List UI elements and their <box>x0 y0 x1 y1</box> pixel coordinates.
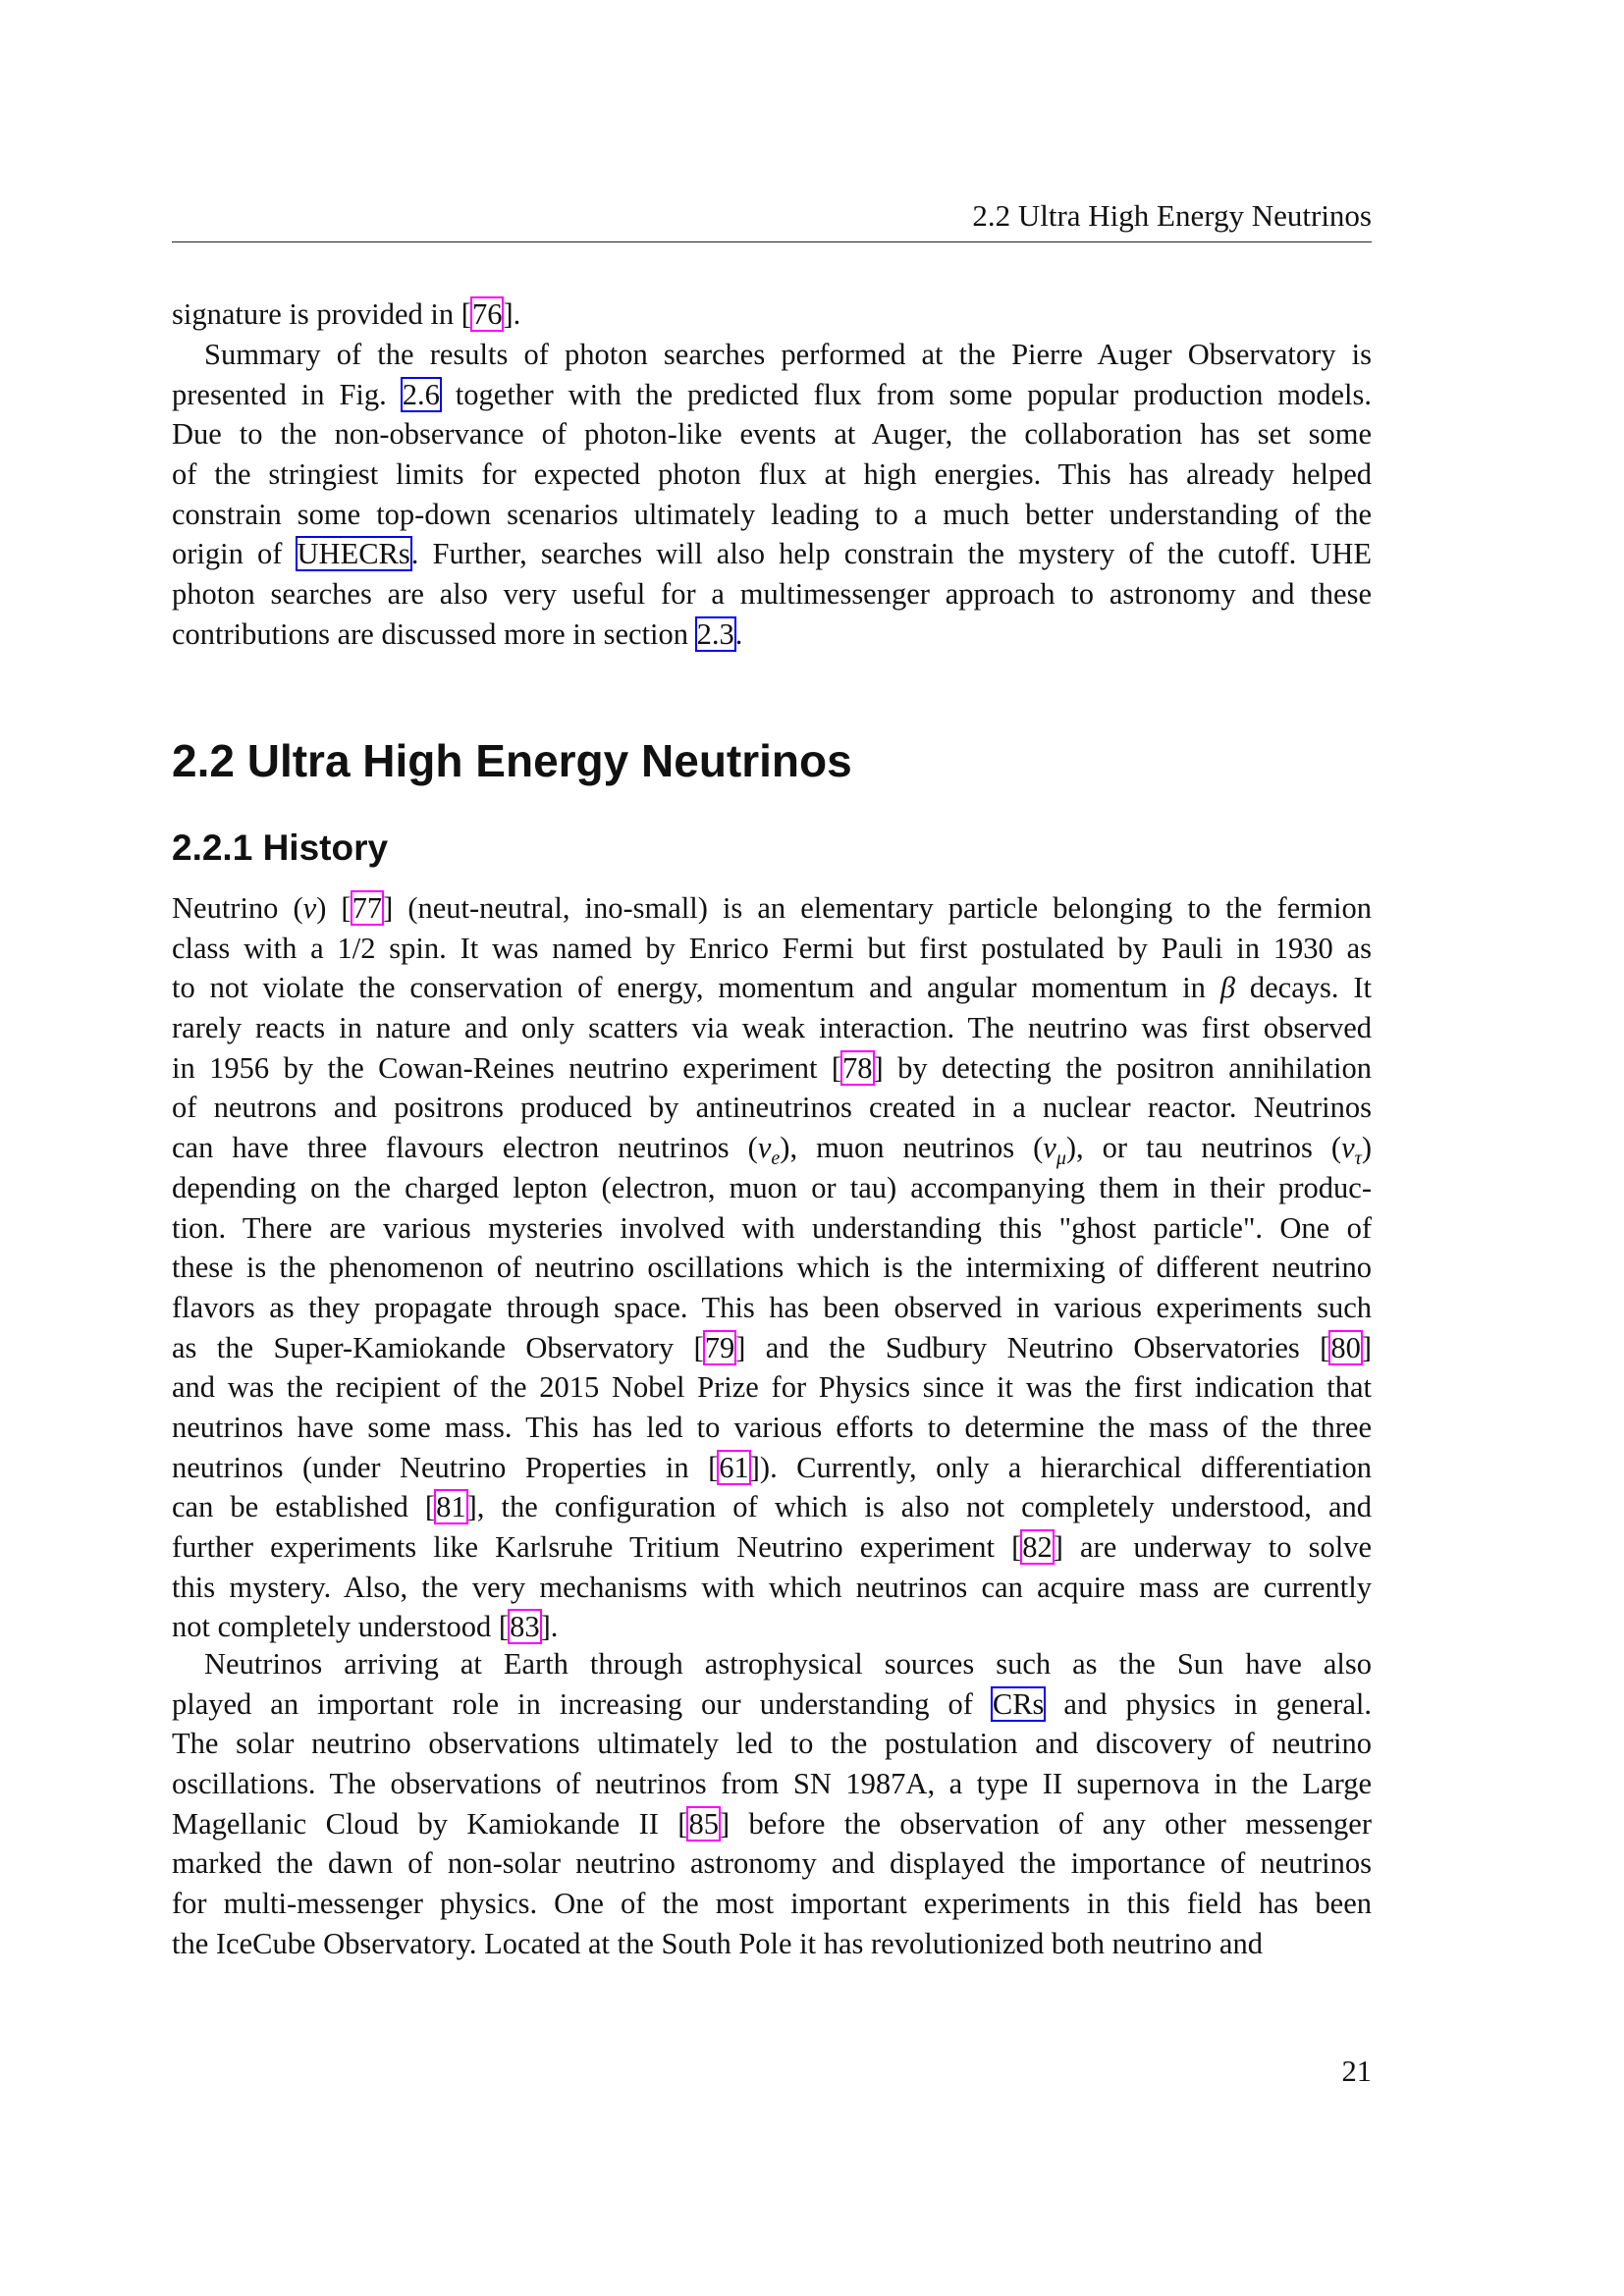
text-line: neutrinos (under Neutrino Properties in [61]). Currently, only a hierarchical differentiation <box>172 1450 1372 1484</box>
math-symbol: β <box>1219 971 1236 1005</box>
text-line: presented in Fig. 2.6 together with the predicted flux from some popular production models. <box>172 377 1373 411</box>
text-line: this mystery. Also, the very mechanisms with which neutrinos can acquire mass are currently <box>172 1570 1372 1604</box>
text-line: oscillations. The observations of neutrinos from SN 1987A, a type II supernova in the Large <box>172 1767 1372 1801</box>
text-line: signature is provided in [76]. <box>172 297 521 331</box>
text-line: of neutrons and positrons produced by antineutrinos created in a nuclear reactor. Neutrinos <box>172 1091 1372 1125</box>
section-heading: 2.2 Ultra High Energy Neutrinos <box>172 735 852 786</box>
text-line: can have three flavours electron neutrinos $(\nu_e)$, muon neutrinos $(\nu_\mu)$, or tau neutrinos $(\nu_\tau)$ <box>172 1131 1372 1170</box>
math-symbol: ν <box>302 891 317 925</box>
citation-link[interactable]: 85 <box>688 1806 719 1841</box>
citation-link[interactable]: 83 <box>510 1610 540 1644</box>
text-line: Neutrinos arriving at Earth through astrophysical sources such as the Sun have also <box>204 1647 1372 1681</box>
text-line: flavors as they propagate through space. This has been observed in various experiments such <box>172 1290 1372 1324</box>
text-line: for multi-messenger physics. One of the most important experiments in this field has been <box>172 1887 1372 1921</box>
cross-reference-link[interactable]: 2.3 <box>696 616 734 651</box>
text-line: photon searches are also very useful for a multimessenger approach to astronomy and these <box>172 577 1372 612</box>
citation-link[interactable]: 81 <box>436 1490 466 1524</box>
math-symbol: ν <box>1341 1131 1355 1165</box>
text-line: Due to the non-observance of photon-like events at Auger, the collaboration has set some <box>172 417 1372 452</box>
math-symbol: ν <box>1043 1131 1056 1165</box>
text-line: to not violate the conservation of energy, momentum and angular momentum in β decays. It <box>172 971 1372 1005</box>
citation-link[interactable]: 82 <box>1022 1530 1053 1564</box>
citation-link[interactable]: 78 <box>842 1050 873 1085</box>
text-line: origin of UHECRs. Further, searches will also help constrain the mystery of the cutoff. UHE <box>172 537 1372 571</box>
math-symbol: ν <box>757 1131 772 1165</box>
text-line: as the Super-Kamiokande Observatory [79] and the Sudbury Neutrino Observatories [80] <box>172 1330 1372 1364</box>
cross-reference-link[interactable]: UHECRs <box>297 537 410 571</box>
paragraph <box>172 1644 1372 1964</box>
math-subscript: μ <box>1056 1148 1066 1170</box>
paragraph <box>172 294 1372 335</box>
citation-link[interactable]: 80 <box>1330 1330 1361 1364</box>
text-line: Magellanic Cloud by Kamiokande II [85] before the observation of any other messenger <box>172 1806 1372 1841</box>
text-line: these is the phenomenon of neutrino oscillations which is the intermixing of different neutrino <box>172 1251 1372 1285</box>
text-line: the IceCube Observatory. Located at the South Pole it has revolutionized both neutrino and <box>172 1926 1263 1960</box>
text-line: of the stringiest limits for expected photon flux at high energies. This has already helped <box>172 457 1372 492</box>
text-line: Summary of the results of photon searches performed at the Pierre Auger Observatory is <box>204 338 1372 371</box>
subsection-heading: 2.2.1 History <box>172 828 389 868</box>
page-number: 21 <box>1341 2055 1372 2088</box>
citation-link[interactable]: 79 <box>704 1330 735 1364</box>
text-line: constrain some top-down scenarios ultimately leading to a much better understanding of the <box>172 497 1372 531</box>
paragraph <box>172 335 1372 655</box>
text-line: further experiments like Karlsruhe Tritium Neutrino experiment [82] are underway to solve <box>172 1530 1372 1564</box>
text-line: depending on the charged lepton (electron, muon or tau) accompanying them in their produc- <box>172 1170 1372 1204</box>
citation-link[interactable]: 61 <box>719 1450 749 1484</box>
text-line: not completely understood [83]. <box>172 1610 559 1644</box>
text-line: contributions are discussed more in section 2.3. <box>172 616 743 651</box>
running-header: 2.2 Ultra High Energy Neutrinos <box>172 196 1372 242</box>
text-line: rarely reacts in nature and only scatters via weak interaction. The neutrino was first observed <box>172 1011 1372 1045</box>
citation-link[interactable]: 77 <box>352 891 383 925</box>
text-line: Neutrino (ν) [77] (neut-neutral, ino-small) is an elementary particle belonging to the fermion <box>172 891 1372 925</box>
text-line: class with a 1/2 spin. It was named by Enrico Fermi but first postulated by Pauli in 1930 as <box>172 931 1372 965</box>
text-line: and was the recipient of the 2015 Nobel Prize for Physics since it was the first indication that <box>172 1370 1372 1405</box>
text-line: marked the dawn of non-solar neutrino astronomy and displayed the importance of neutrinos <box>172 1846 1372 1881</box>
math-subscript: τ <box>1354 1148 1362 1170</box>
cross-reference-link[interactable]: CRs <box>992 1686 1045 1721</box>
paragraph <box>172 888 1372 1647</box>
text-line: played an important role in increasing our understanding of CRs and physics in general. <box>172 1686 1372 1721</box>
citation-link[interactable]: 76 <box>471 297 503 331</box>
math-subscript: e <box>771 1148 781 1170</box>
text-line: in 1956 by the Cowan-Reines neutrino experiment [78] by detecting the positron annihilation <box>172 1050 1372 1085</box>
text-line: neutrinos have some mass. This has led to various efforts to determine the mass of the three <box>172 1410 1372 1444</box>
text-line: The solar neutrino observations ultimately led to the postulation and discovery of neutrino <box>172 1727 1372 1761</box>
text-line: tion. There are various mysteries involved with understanding this "ghost particle". One of <box>172 1210 1372 1245</box>
text-line: can be established [81], the configuration of which is also not completely understood, and <box>172 1490 1373 1524</box>
cross-reference-link[interactable]: 2.6 <box>402 377 440 411</box>
